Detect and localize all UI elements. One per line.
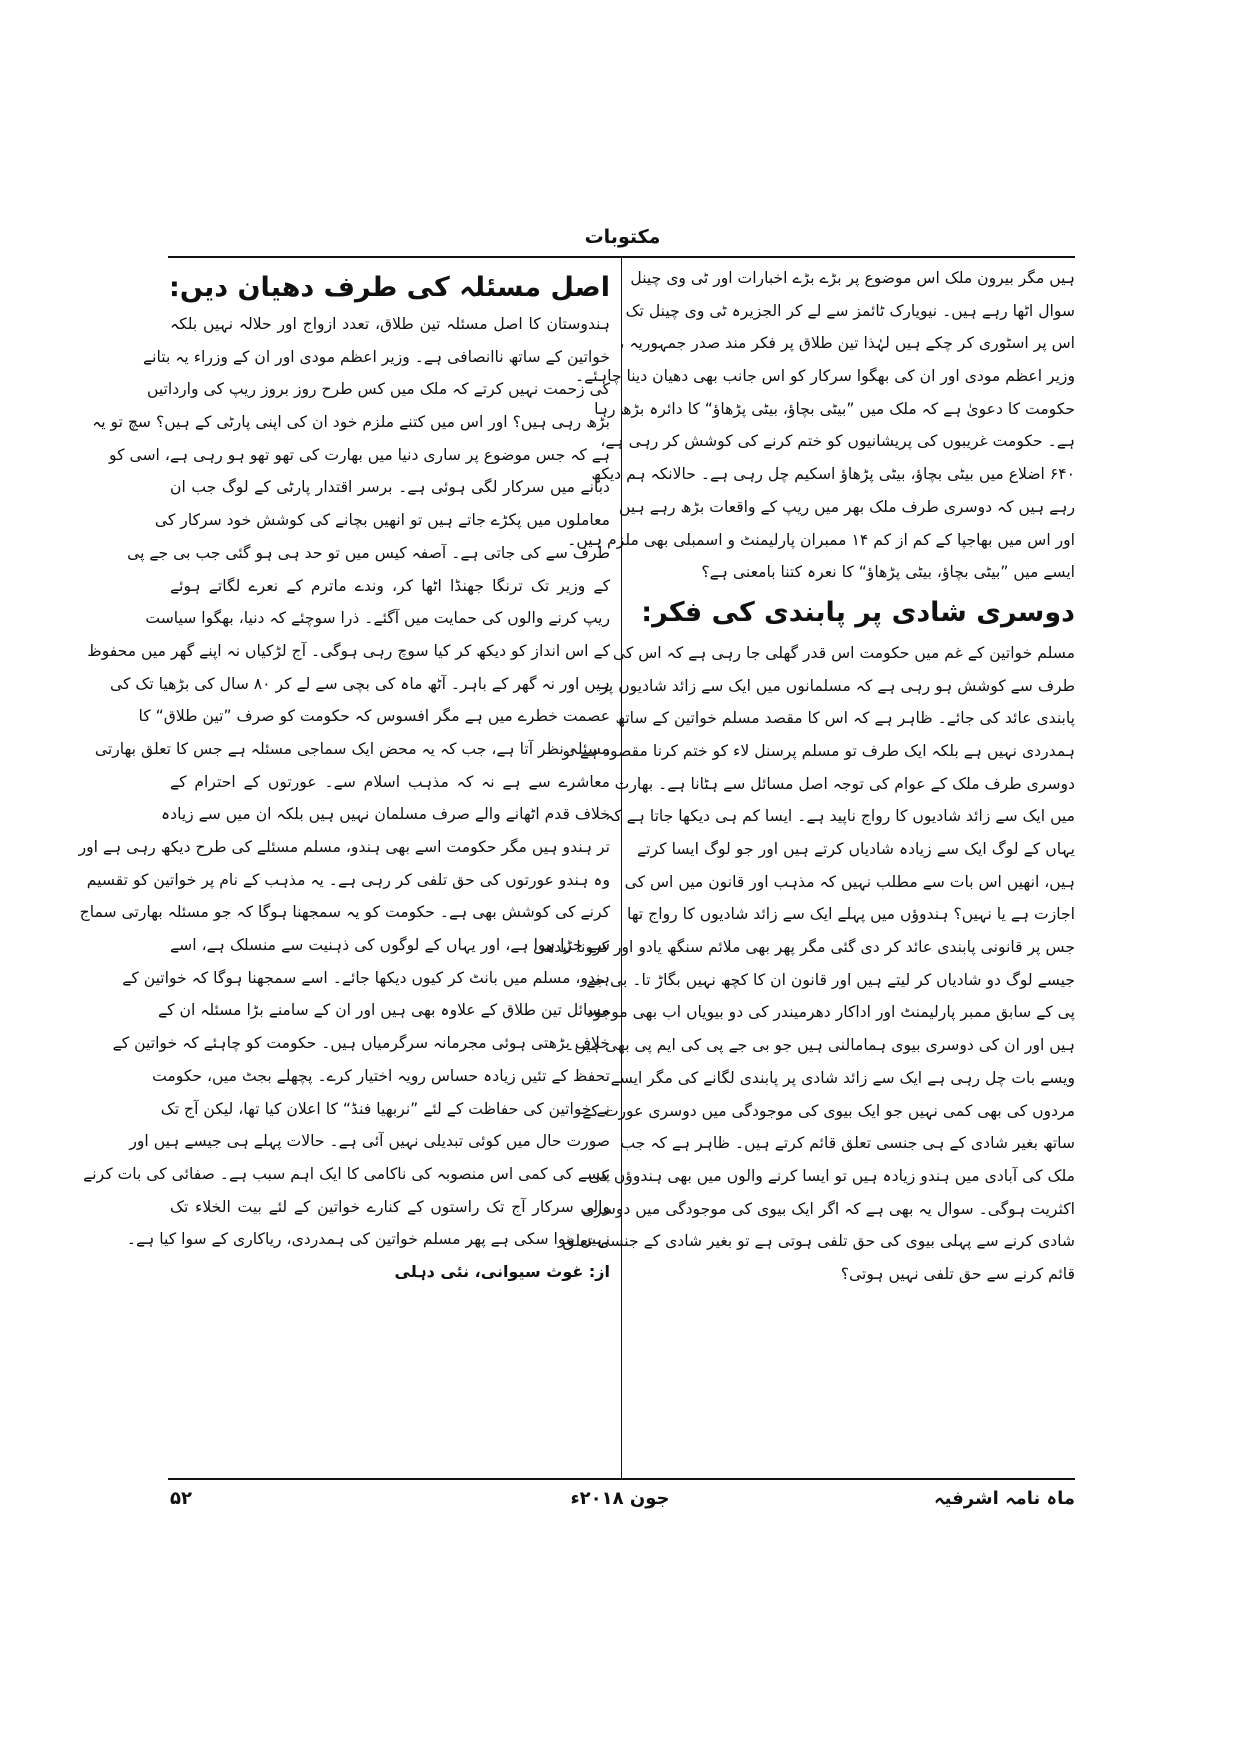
text-line: ساتھ بغیر شادی کے ہی جنسی تعلق قائم کرتے ہیں۔ ظاہر ہے کہ جب [620, 1134, 1075, 1153]
text-line: مسئلہ نظر آتا ہے، جب کہ یہ محض ایک سماجی مسئلہ ہے جس کا تعلق بھارتی [94, 739, 610, 758]
text-line: تحفظ کے تئیں زیادہ حساس رویہ اختیار کرے۔ پچھلے بجٹ میں، حکومت [152, 1066, 610, 1085]
text-line: قائم کرنے سے حق تلفی نہیں ہوتی؟ [840, 1264, 1075, 1283]
footer-rule [168, 1478, 1075, 1480]
text-line: کے وزیر تک ترنگا جھنڈا اٹھا کر، وندے ماترم کے نعرے لگاتے ہوئے [170, 576, 610, 595]
right-intro-text [567, 262, 1075, 589]
text-line: مسائل تین طلاق کے علاوہ بھی ہیں اور ان کے سامنے بڑا مسئلہ ان کے [157, 1001, 610, 1020]
text-line: رہے ہیں کہ دوسری طرف ملک بھر میں ریپ کے واقعات بڑھ رہے ہیں [619, 497, 1075, 516]
left-body-text [78, 308, 610, 1256]
section-heading-real-issue: اصل مسئلہ کی طرف دھیان دیں: [169, 272, 610, 303]
left-column [78, 268, 610, 1289]
text-line: حکومت کا دعویٰ ہے کہ ملک میں ”بیٹی بچاؤ، بیٹی پڑھاؤ“ کا دائرہ بڑھ رہا [594, 399, 1075, 418]
section-heading-polygamy: دوسری شادی پر پابندی کی فکر: [641, 596, 1075, 628]
text-line: یہاں کے لوگ ایک سے زیادہ شادیاں کرتے ہیں اور جو لوگ ایسا کرتے [637, 840, 1075, 858]
text-line: دوسری طرف ملک کے عوام کی توجہ اصل مسائل سے ہٹانا ہے۔ بھارت [614, 774, 1075, 793]
text-line: ہندوستان کا اصل مسئلہ تین طلاق، تعدد ازواج اور حلالہ نہیں بلکہ [170, 315, 610, 333]
text-line: دبانے میں سرکار لگی ہوئی ہے۔ برسر اقتدار پارٹی کے لوگ جب ان [170, 478, 610, 497]
text-line: طرف سے کی جاتی ہے۔ آصفہ کیس میں تو حد ہی ہو گئی جب بی جے پی [127, 543, 610, 562]
text-line: خلاف قدم اٹھانے والے صرف مسلمان نہیں ہیں بلکہ ان میں سے زیادہ [160, 805, 610, 824]
text-line: پیسے کی کمی اس منصوبہ کی ناکامی کا ایک اہم سبب ہے۔ صفائی کی بات کرنے [83, 1164, 610, 1183]
text-line: مردوں کی بھی کمی نہیں جو ایک بیوی کی موجودگی میں دوسری عورت کے [582, 1101, 1075, 1120]
text-line: والی سرکار آج تک راستوں کے کنارے خواتین کے لئے بیت الخلاء تک [170, 1197, 610, 1216]
text-line: اور اس میں بھاجپا کے کم از کم ۱۴ ممبران پارلیمنٹ و اسمبلی بھی ملزم ہیں۔ [567, 530, 1075, 549]
text-line: جس پر قانونی پابندی عائد کر دی گئی مگر پھر بھی ملائم سنگھ یادو اور کرونا نیدھی [532, 938, 1075, 957]
text-line: بڑھ رہی ہیں؟ اور اس میں کتنے ملزم خود ان کی اپنی پارٹی کے ہیں؟ سچ تو یہ [92, 413, 610, 432]
text-line: اکثریت ہوگی۔ سوال یہ بھی ہے کہ اگر ایک بیوی کی موجودگی میں دوسری [582, 1199, 1075, 1218]
issue-date: جون ۲۰۱۸ء [570, 1488, 670, 1509]
text-line: خلاف بڑھتی ہوئی مجرمانہ سرگرمیاں ہیں۔ حکومت کو چاہئے کہ خواتین کے [112, 1034, 610, 1053]
author-credit: از: غوث سیوانی، نئی دہلی [394, 1261, 610, 1281]
right-body-text [532, 637, 1075, 1291]
text-line: ہمدردی نہیں ہے بلکہ ایک طرف تو مسلم پرسنل لاء کو ختم کرنا مقصود ہے تو [562, 741, 1075, 760]
text-line: تر ہندو ہیں مگر حکومت اسے بھی ہندو، مسلم مسئلے کی طرح دیکھ رہی ہے اور [78, 838, 610, 856]
right-column [532, 262, 1075, 1291]
text-line: شادی کرنے سے پہلی بیوی کی حق تلفی ہوتی ہے تو بغیر شادی کے جنسی تعلق [562, 1232, 1075, 1251]
text-line: ہیں، انھیں اس بات سے مطلب نہیں کہ مذہب اور قانون میں اس کی [624, 872, 1075, 891]
text-line: نے خواتین کی حفاظت کے لئے ”نربھیا فنڈ“ کا اعلان کیا تھا، لیکن آج تک [160, 1099, 610, 1118]
text-line: سے جڑا ہوا ہے، اور یہاں کے لوگوں کی ذہنیت سے منسلک ہے، اسے [170, 936, 610, 955]
text-line: معاشرے سے ہے نہ کہ مذہب اسلام سے۔ عورتوں کے احترام کے [170, 772, 610, 791]
text-line: کے اس انداز کو دیکھ کر کیا سوچ رہی ہوگی۔ آج لڑکیاں نہ اپنے گھر میں محفوظ [87, 641, 610, 660]
text-line: صورت حال میں کوئی تبدیلی نہیں آئی ہے۔ حالات پہلے ہی جیسے ہیں اور [129, 1132, 610, 1151]
text-line: مسلم خواتین کے غم میں حکومت اس قدر گھلی جا رہی ہے کہ اس کی [612, 643, 1075, 662]
text-line: معاملوں میں پکڑے جاتے ہیں تو انھیں بچانے کی کوشش خود سرکار کی [154, 511, 610, 530]
text-line: ایسے میں ”بیٹی بچاؤ، بیٹی پڑھاؤ“ کا نعرہ کتنا بامعنی ہے؟ [701, 563, 1075, 582]
text-line: خواتین کے ساتھ ناانصافی ہے۔ وزیر اعظم مودی اور ان کے وزراء یہ بتانے [143, 347, 610, 366]
text-line: پابندی عائد کی جائے۔ ظاہر ہے کہ اس کا مقصد مسلم خواتین کے ساتھ [615, 709, 1075, 728]
text-line: کی زحمت نہیں کرتے کہ ملک میں کس طرح روز بروز ریپ کی وارداتیں [146, 380, 610, 399]
text-line: وزیر اعظم مودی اور ان کی بھگوا سرکار کو اس جانب بھی دھیان دینا چاہئے۔ [574, 367, 1075, 386]
text-line: کرنے کی کوشش بھی ہے۔ حکومت کو یہ سمجھنا ہوگا کہ جو مسئلہ بھارتی سماج [79, 903, 610, 922]
text-line: پی کے سابق ممبر پارلیمنٹ اور اداکار دھرمیندر کی دو بیویاں اب بھی موجود [586, 1003, 1075, 1022]
text-line: عصمت خطرے میں ہے مگر افسوس کہ حکومت کو صرف ”تین طلاق“ کا [138, 707, 610, 726]
text-line: ہے کہ جس موضوع پر ساری دنیا میں بھارت کی تھو تھو ہو رہی ہے، اسی کو [109, 445, 610, 464]
text-line: میں ایک سے زائد شادیوں کا رواج ناپید ہے۔ ایسا کم ہی دیکھا جاتا ہے کہ [605, 807, 1075, 826]
text-line: ملک کی آبادی میں ہندو زیادہ ہیں تو ایسا کرنے والوں میں بھی ہندوؤں کی [588, 1166, 1075, 1185]
text-line: ہیں اور ان کی دوسری بیوی ہمامالنی ہیں جو بی جے پی کی ایم پی بھی ہیں۔ [565, 1036, 1075, 1055]
section-title: مکتوبات [584, 226, 661, 248]
text-line: ہیں مگر بیرون ملک اس موضوع پر بڑے بڑے اخبارات اور ٹی وی چینل [630, 269, 1075, 287]
text-line: اس پر اسٹوری کر چکے ہیں لہٰذا تین طلاق پر فکر مند صدر جمہوریہ ، [619, 334, 1075, 353]
text-line: طرف سے کوشش ہو رہی ہے کہ مسلمانوں میں ایک سے زائد شادیوں پر [600, 676, 1075, 695]
text-line: جیسے لوگ دو شادیاں کر لیتے ہیں اور قانون ان کا کچھ نہیں بگاڑ تا۔ بی جے [586, 970, 1075, 989]
text-line: اجازت ہے یا نہیں؟ ہندوؤں میں پہلے ایک سے زائد شادیوں کا رواج تھا [626, 905, 1075, 924]
text-line: سوال اٹھا رہے ہیں۔ نیویارک ٹائمز سے لے کر الجزیرہ ٹی وی چینل تک [625, 301, 1075, 320]
text-line: ہیں اور نہ گھر کے باہر۔ آٹھ ماہ کی بچی سے لے کر ۸۰ سال کی بڑھیا تک کی [110, 674, 610, 693]
text-line: نہیں بنوا سکی ہے پھر مسلم خواتین کی ہمدردی، ریاکاری کے سوا کیا ہے۔ [126, 1230, 610, 1249]
magazine-name: ماہ نامہ اشرفیہ [934, 1488, 1075, 1509]
text-line: ویسے بات چل رہی ہے ایک سے زائد شادی پر پابندی لگانے کی مگر ایسے [610, 1068, 1075, 1087]
text-line: ریپ کرنے والوں کی حمایت میں آگئے۔ ذرا سوچئے کہ دنیا، بھگوا سیاست [145, 609, 610, 628]
page-number: ۵۲ [170, 1488, 192, 1509]
text-line: ۶۴۰ اضلاع میں بیٹی بچاؤ، بیٹی پڑھاؤ اسکیم چل رہی ہے۔ حالانکہ ہم دیکھ [591, 465, 1075, 484]
text-line: ہندو، مسلم میں بانٹ کر کیوں دیکھا جائے۔ اسے سمجھنا ہوگا کہ خواتین کے [122, 968, 610, 987]
text-line: ہے۔ حکومت غریبوں کی پریشانیوں کو ختم کرنے کی کوشش کر رہی ہے، [600, 432, 1075, 451]
text-line: وہ ہندو عورتوں کی حق تلفی کر رہی ہے۔ یہ مذہب کے نام پر خواتین کو تقسیم [86, 870, 610, 889]
